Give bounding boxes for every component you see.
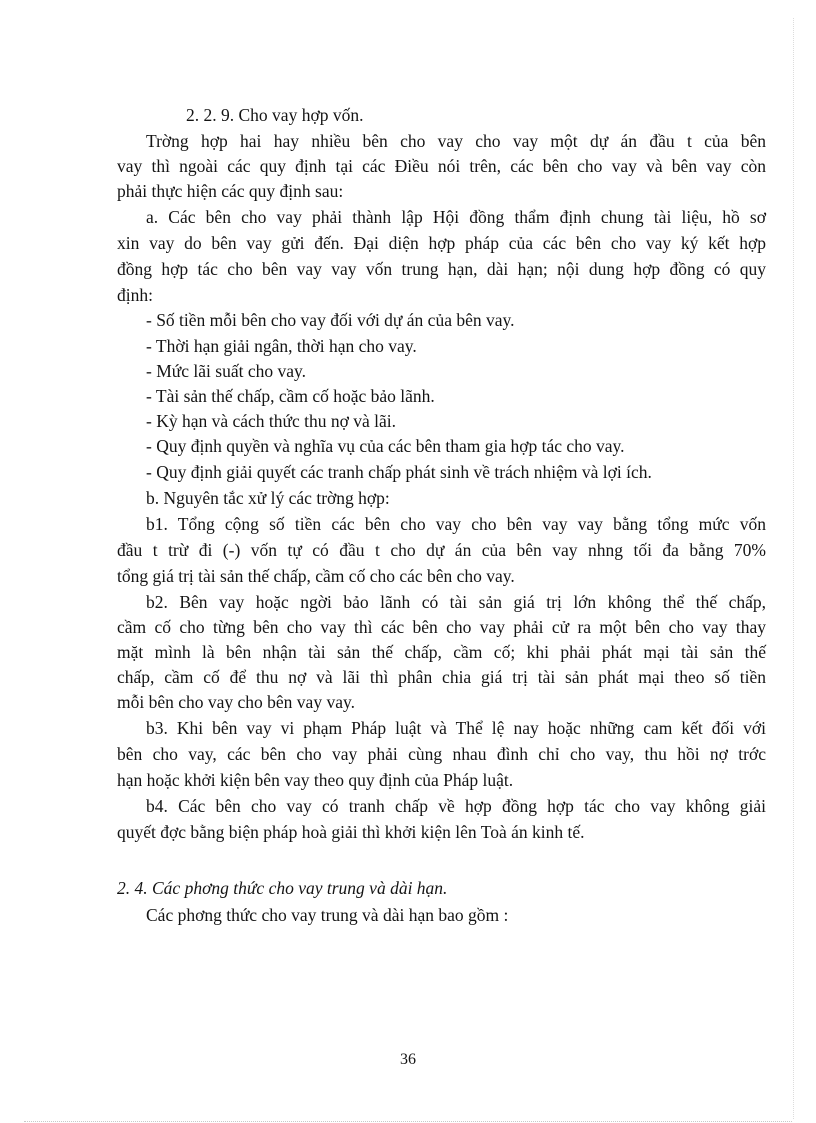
page-border-bottom <box>24 1121 792 1122</box>
list-item: - Quy định quyền và nghĩa vụ của các bên tham gia hợp tác cho vay. <box>146 436 625 456</box>
list-item: - Quy định giải quyết các tranh chấp phát sinh về trách nhiệm và lợi ích. <box>146 462 652 482</box>
paragraph-line: cầm cố cho từng bên cho vay thì các bên cho vay phải cử ra một bên cho vay thay <box>117 617 766 637</box>
list-item: - Tài sản thế chấp, cầm cố hoặc bảo lãnh. <box>146 386 435 406</box>
section-heading-2-2-9: 2. 2. 9. Cho vay hợp vốn. <box>186 105 364 125</box>
paragraph-line: b. Nguyên tắc xử lý các trờng hợp: <box>146 488 390 508</box>
paragraph-line: xin vay do bên vay gửi đến. Đại diện hợp pháp của các bên cho vay ký kết hợp <box>117 233 766 253</box>
paragraph-line: b2. Bên vay hoặc ngời bảo lãnh có tài sản giá trị lớn không thể thế chấp, <box>146 592 766 612</box>
paragraph-line: hạn hoặc khởi kiện bên vay theo quy định của Pháp luật. <box>117 770 514 790</box>
paragraph-line: chấp, cầm cố để thu nợ và lãi thì phân chia giá trị tài sản phát mại theo số tiền <box>117 667 766 687</box>
list-item: - Kỳ hạn và cách thức thu nợ và lãi. <box>146 411 397 431</box>
paragraph-line: mặt mình là bên nhận tài sản thế chấp, cầm cố; khi phải phát mại tài sản thế <box>117 642 766 662</box>
paragraph-line: vay thì ngoài các quy định tại các Điều nói trên, các bên cho vay và bên vay còn <box>117 156 766 176</box>
paragraph-line: b3. Khi bên vay vi phạm Pháp luật và Thể lệ nay hoặc những cam kết đối với <box>146 718 766 738</box>
paragraph-line: tổng giá trị tài sản thế chấp, cầm cố cho các bên cho vay. <box>117 566 515 586</box>
section-heading-2-4: 2. 4. Các phơng thức cho vay trung và dài hạn. <box>117 878 448 898</box>
page-number: 36 <box>400 1051 416 1068</box>
paragraph-line: đồng hợp tác cho bên vay vay vốn trung hạn, dài hạn; nội dung hợp đồng có quy <box>117 259 766 279</box>
list-item: - Mức lãi suất cho vay. <box>146 361 306 381</box>
paragraph-line: mỗi bên cho vay cho bên vay vay. <box>117 692 355 712</box>
paragraph-line: quyết đợc bằng biện pháp hoà giải thì khởi kiện lên Toà án kinh tế. <box>117 822 585 842</box>
paragraph-line: Trờng hợp hai hay nhiều bên cho vay cho vay một dự án đầu t của bên <box>146 131 766 151</box>
paragraph-line: định: <box>117 285 153 305</box>
paragraph-line: bên cho vay, các bên cho vay phải cùng nhau đình chỉ cho vay, thu hồi nợ trớc <box>117 744 766 764</box>
list-item: - Thời hạn giải ngân, thời hạn cho vay. <box>146 336 417 356</box>
paragraph-line: b4. Các bên cho vay có tranh chấp về hợp đồng hợp tác cho vay không giải <box>146 796 766 816</box>
paragraph-line: phải thực hiện các quy định sau: <box>117 181 344 201</box>
list-item: - Số tiền mỗi bên cho vay đối với dự án của bên vay. <box>146 310 515 330</box>
paragraph-line: b1. Tổng cộng số tiền các bên cho vay cho bên vay vay bằng tổng mức vốn <box>146 514 766 534</box>
paragraph-line: Các phơng thức cho vay trung và dài hạn bao gồm : <box>146 905 509 925</box>
paragraph-line: a. Các bên cho vay phải thành lập Hội đồng thẩm định chung tài liệu, hồ sơ <box>146 207 766 227</box>
page-border-right <box>793 18 794 1119</box>
paragraph-line: đầu t trừ đi (-) vốn tự có đầu t cho dự án của bên vay nhng tối đa bằng 70% <box>117 540 766 560</box>
